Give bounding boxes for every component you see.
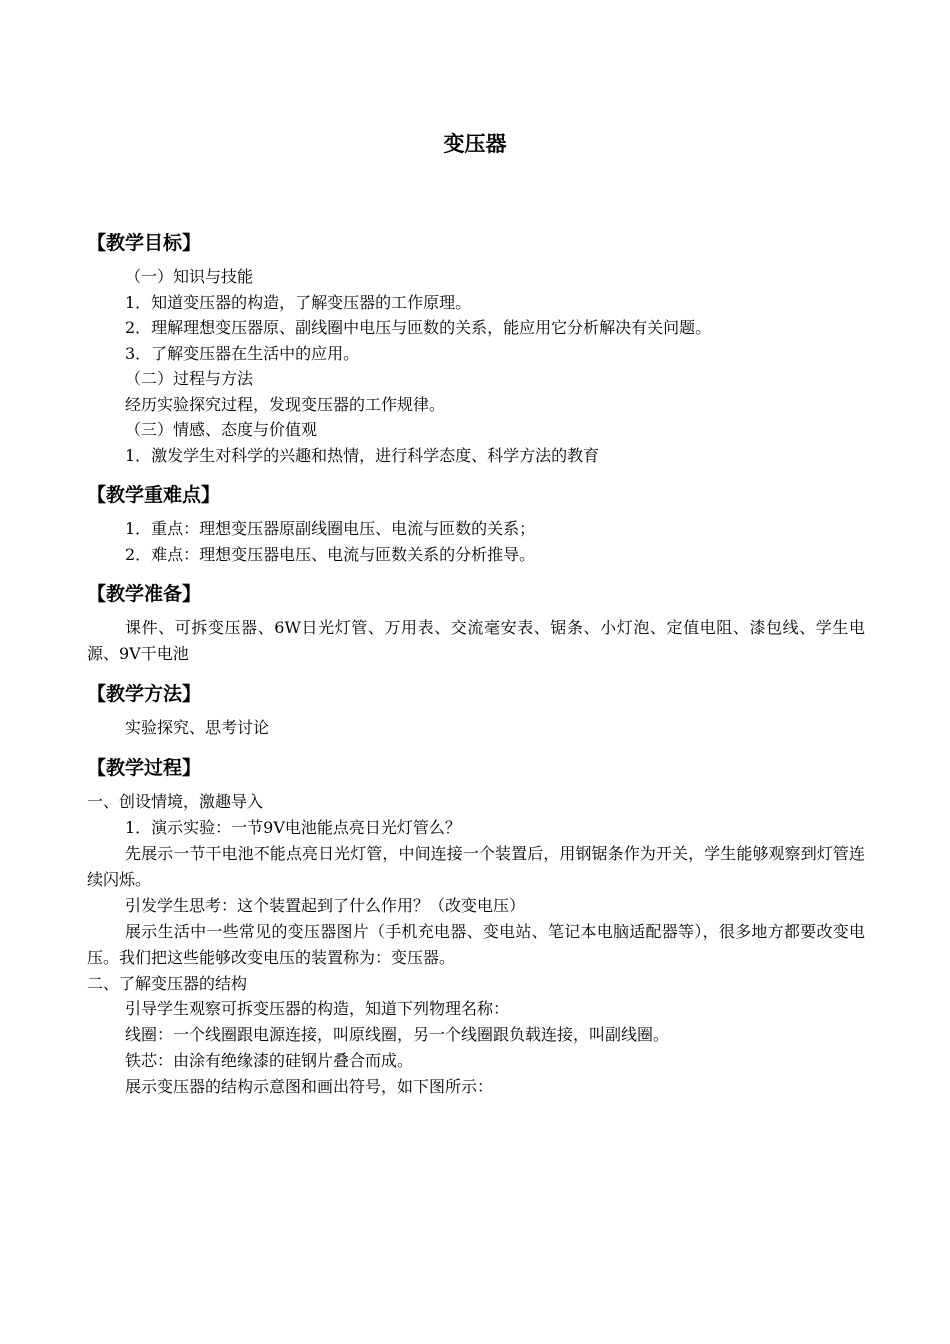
section-heading-keypoints: 【教学重难点】 — [87, 484, 221, 506]
process-paragraph: 1．演示实验：一节9V电池能点亮日光灯管么？ — [125, 817, 461, 837]
section-heading-process: 【教学过程】 — [87, 757, 202, 779]
section-heading-goals: 【教学目标】 — [87, 232, 202, 254]
goal-line: （三）情感、态度与价值观 — [125, 420, 318, 439]
goal-line: （一）知识与技能 — [125, 267, 254, 286]
section-heading-method: 【教学方法】 — [87, 683, 202, 705]
process-paragraph: 先展示一节干电池不能点亮日光灯管，中间连接一个装置后，用钢锯条作为开关，学生能够观察到灯管连续闪烁。 — [87, 843, 865, 889]
keypoint-line: 1．重点：理想变压器原副线圈电压、电流与匝数的关系； — [125, 519, 536, 538]
process-part-title: 二、了解变压器的结构 — [87, 973, 248, 993]
preparation-text: 课件、可拆变压器、6W日光灯管、万用表、交流毫安表、锯条、小灯泡、定值电阻、漆包线、学生电源、9V干电池 — [87, 618, 865, 663]
document-body — [87, 228, 865, 1100]
goal-line: （二）过程与方法 — [125, 369, 254, 388]
goal-line: 2．理解理想变压器原、副线圈中电压与匝数的关系，能应用它分析解决有关问题。 — [125, 318, 712, 337]
process-paragraph: 展示变压器的结构示意图和画出符号，如下图所示： — [125, 1077, 494, 1096]
goal-line: 经历实验探究过程，发现变压器的工作规律。 — [125, 394, 446, 414]
process-paragraph: 线圈：一个线圈跟电源连接，叫原线圈，另一个线圈跟负载连接，叫副线圈。 — [125, 1025, 670, 1044]
section-heading-preparation: 【教学准备】 — [87, 583, 202, 605]
process-paragraph: 铁芯：由涂有绝缘漆的硅钢片叠合而成。 — [125, 1051, 414, 1070]
process-paragraph: 引发学生思考：这个装置起到了什么作用？（改变电压） — [125, 895, 526, 915]
process-paragraph: 引导学生观察可拆变压器的构造，知道下列物理名称： — [125, 999, 510, 1018]
process-part-title: 一、创设情境，激趣导入 — [87, 792, 264, 811]
page-title: 变压器 — [443, 132, 507, 156]
goal-line: 1．知道变压器的构造，了解变压器的工作原理。 — [125, 292, 472, 312]
goal-line: 3．了解变压器在生活中的应用。 — [125, 343, 360, 363]
method-text: 实验探究、思考讨论 — [125, 718, 270, 737]
goal-line: 1．激发学生对科学的兴趣和热情，进行科学态度、科学方法的教育 — [125, 445, 600, 465]
keypoint-line: 2．难点：理想变压器电压、电流与匝数关系的分析推导。 — [125, 544, 536, 564]
process-paragraph: 展示生活中一些常见的变压器图片（手机充电器、变电站、笔记本电脑适配器等），很多地方都要改变电压。我们把这些能够改变电压的装置称为：变压器。 — [87, 921, 865, 967]
